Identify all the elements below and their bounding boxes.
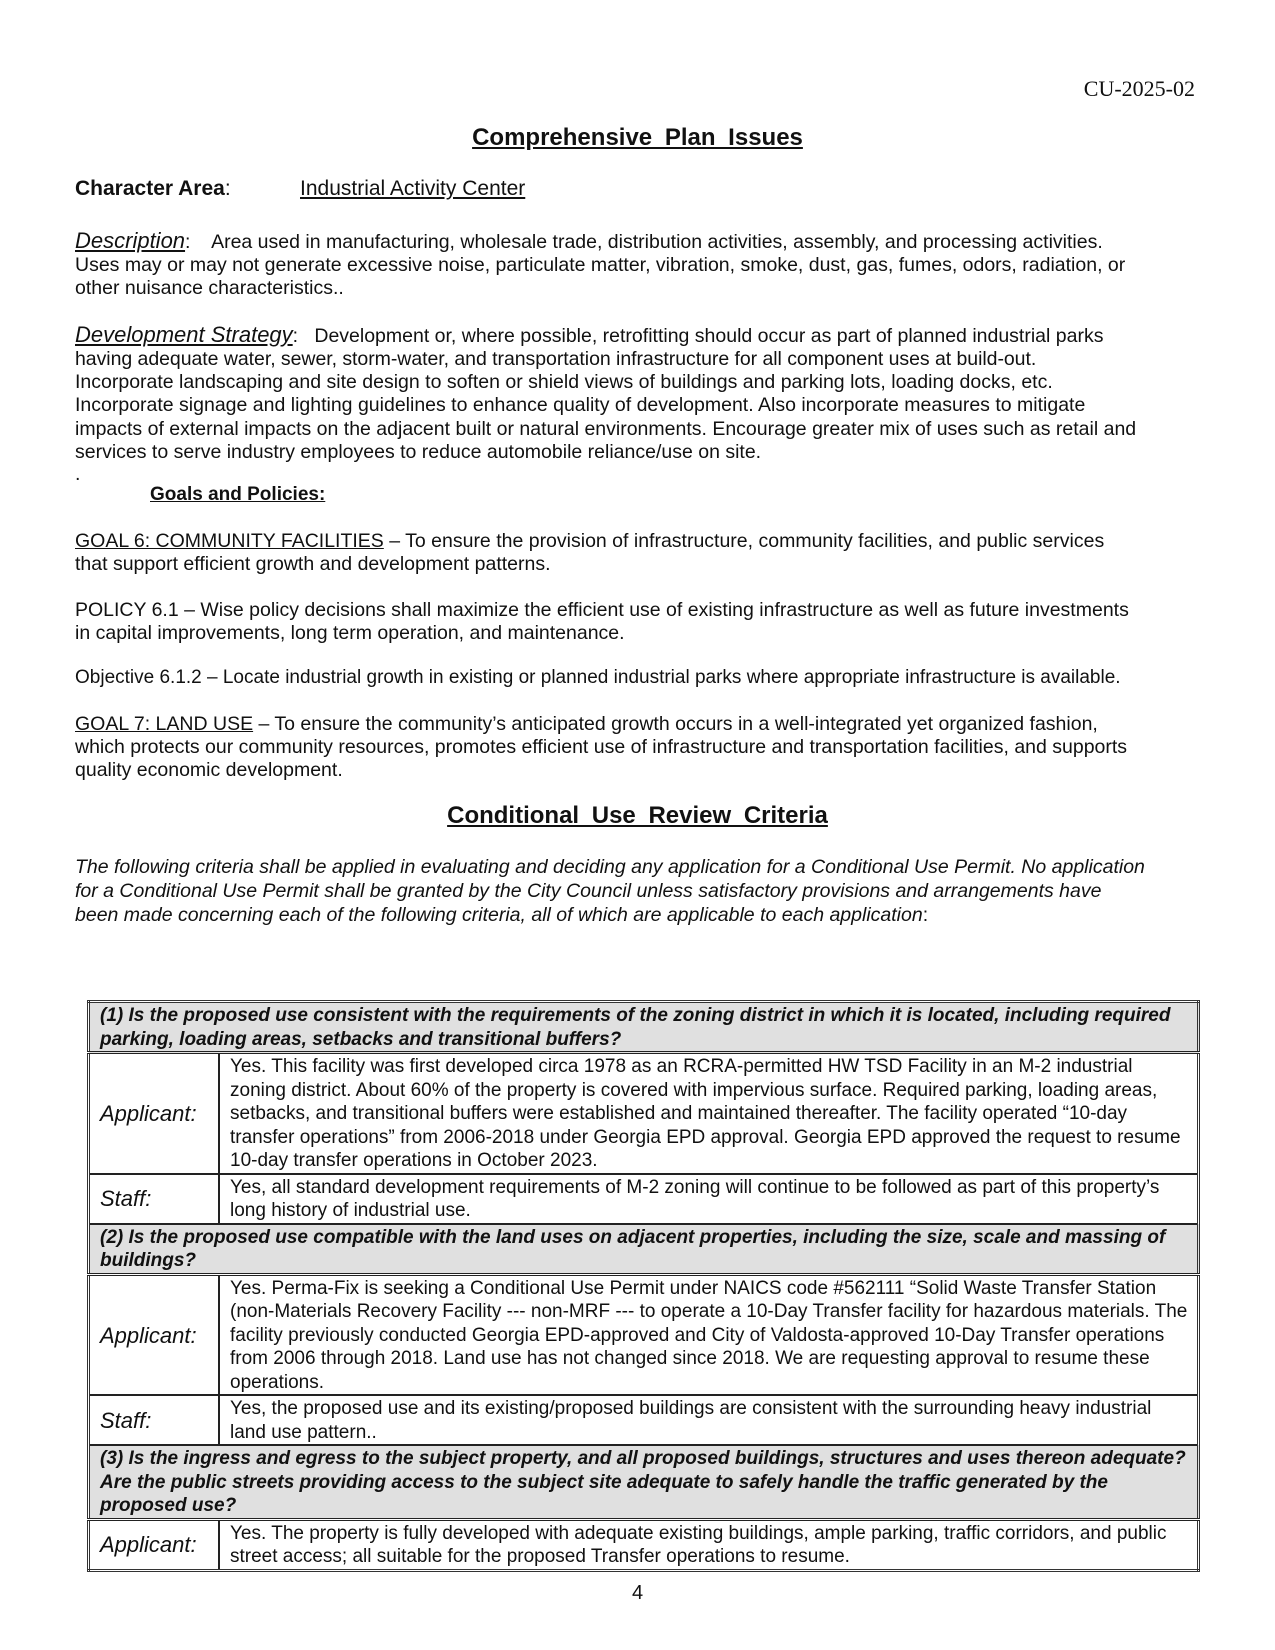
character-area-value: Industrial Activity Center	[300, 177, 526, 200]
character-area-colon: :	[224, 177, 231, 200]
strategy-line-3: Incorporate landscaping and site design to soften or shield views of buildings and parking lots, loading docks, etc.	[75, 371, 1053, 393]
policy61-line-2: in capital improvements, long term operation, and maintenance.	[75, 622, 625, 644]
goal6-label: GOAL 6: COMMUNITY FACILITIES	[75, 530, 384, 552]
criterion-1-applicant-response: Yes. This facility was first developed circa 1978 as an RCRA-permitted HW TSD Facility in an M-2 industrial zoning district. About 60% of the property is covered with impervious surface. Required parking, loading areas, setbacks, and transitional buffers were established and maintained thereafter. The facility operated “10-day transfer operations” from 2006-2018 under Georgia EPD approval. Georgia EPD approved the request to resume 10-day transfer operations in October 2023.	[219, 1053, 1199, 1174]
review-criteria-title: Conditional Use Review Criteria	[447, 802, 828, 829]
criterion-1-staff-response: Yes, all standard development requirements of M-2 zoning will continue to be followed as part of this property’s long history of industrial use.	[219, 1174, 1199, 1224]
strategy-colon: :	[292, 325, 299, 347]
staff-label: Staff:	[89, 1395, 220, 1445]
page-number: 4	[631, 1582, 644, 1604]
strategy-text-1: Development or, where possible, retrofitting should occur as part of planned industrial parks	[314, 325, 1104, 347]
description-line-3: other nuisance characteristics..	[75, 277, 344, 299]
goal6-text-1: – To ensure the provision of infrastructure, community facilities, and public services	[383, 530, 1105, 552]
intro-line-3-text: been made concerning each of the following criteria, all of which are applicable to each application	[75, 904, 923, 926]
criterion-3-applicant-row	[89, 1519, 1199, 1570]
strategy-line-6: services to serve industry employees to reduce automobile reliance/use on site.	[75, 441, 762, 463]
intro-line-1: The following criteria shall be applied in evaluating and deciding any application for a Conditional Use Permit. No application	[75, 856, 1145, 878]
criterion-1-applicant-row	[89, 1053, 1199, 1174]
description-text-1: Area used in manufacturing, wholesale trade, distribution activities, assembly, and processing activities.	[211, 231, 1103, 253]
applicant-label: Applicant:	[89, 1274, 220, 1395]
strategy-line-4: Incorporate signage and lighting guidelines to enhance quality of development. Also incorporate measures to mitigate	[75, 394, 1086, 416]
strategy-label: Development Strategy	[75, 322, 293, 347]
intro-line-2-text: for a Conditional Use Permit shall be granted by the City Council unless satisfactory provisions and arrangements have	[75, 880, 1102, 902]
goal7-text-1: – To ensure the community’s anticipated growth occurs in a well-integrated yet organized fashion,	[253, 713, 1098, 735]
character-area-row	[75, 177, 1200, 201]
description-line-2: Uses may or may not generate excessive noise, particulate matter, vibration, smoke, dust, gas, fumes, odors, radiation, or	[75, 254, 1126, 276]
criterion-2-question-row	[89, 1224, 1199, 1275]
intro-colon: :	[922, 904, 929, 926]
goal7-line-1	[75, 712, 1200, 736]
strategy-line-1	[75, 323, 1200, 348]
stray-period: .	[75, 463, 81, 485]
description-colon: :	[185, 231, 191, 253]
strategy-line-5: impacts of external impacts on the adjacent built or natural environments. Encourage greater mix of uses such as retail and	[75, 418, 1137, 440]
criterion-2-staff-row	[89, 1395, 1199, 1445]
objective-612: Objective 6.1.2 – Locate industrial growth in existing or planned industrial parks where appropriate infrastructure is available.	[75, 667, 1121, 688]
intro-line-2	[75, 879, 1200, 903]
description-line-1	[75, 229, 1200, 254]
criterion-2-applicant-row	[89, 1274, 1199, 1395]
criterion-2-question: (2) Is the proposed use compatible with the land uses on adjacent properties, including the size, scale and massing of buildings?	[89, 1224, 1199, 1275]
staff-label: Staff:	[89, 1174, 220, 1224]
criterion-2-staff-response: Yes, the proposed use and its existing/proposed buildings are consistent with the surrounding heavy industrial land use pattern..	[219, 1395, 1199, 1445]
criteria-table	[87, 1000, 1200, 1572]
description-label: Description	[75, 228, 186, 253]
criterion-1-staff-row	[89, 1174, 1199, 1224]
strategy-line-2: having adequate water, sewer, storm-water, and transportation infrastructure for all component uses at build-out.	[75, 348, 1037, 370]
goal7-line-2: which protects our community resources, promotes efficient use of infrastructure and transportation facilities, and supports	[75, 736, 1128, 758]
goal7-label: GOAL 7: LAND USE	[75, 713, 254, 735]
criterion-1-question: (1) Is the proposed use consistent with the requirements of the zoning district in which it is located, including required parking, loading areas, setbacks and transitional buffers?	[89, 1002, 1199, 1053]
policy61-line-1: POLICY 6.1 – Wise policy decisions shall maximize the efficient use of existing infrastructure as well as future investments	[75, 599, 1129, 621]
goal7-line-3: quality economic development.	[75, 759, 343, 781]
goal6-line-2: that support efficient growth and development patterns.	[75, 553, 551, 575]
criterion-2-applicant-response: Yes. Perma-Fix is seeking a Conditional Use Permit under NAICS code #562111 “Solid Waste Transfer Station (non-Materials Recovery Facility --- non-MRF --- to operate a 10-Day Transfer facility for hazardous materials. The facility previously conducted Georgia EPD-approved and City of Valdosta-approved 10-Day Transfer operations from 2006 through 2018. Land use has not changed since 2018. We are requesting approval to resume these operations.	[219, 1274, 1199, 1395]
applicant-label: Applicant:	[89, 1519, 220, 1570]
character-area-label: Character Area	[75, 177, 225, 200]
goal6-line-1	[75, 529, 1200, 553]
goals-policies-heading: Goals and Policies:	[150, 484, 326, 505]
case-number: CU-2025-02	[1083, 76, 1195, 101]
applicant-label: Applicant:	[89, 1053, 220, 1174]
criterion-1-question-row	[89, 1002, 1199, 1053]
criterion-3-question: (3) Is the ingress and egress to the subject property, and all proposed buildings, structures and uses thereon adequate? Are the public streets providing access to the subject site adequate to safely handle the traffic generated by the proposed use?	[89, 1445, 1199, 1519]
criterion-3-applicant-response: Yes. The property is fully developed with adequate existing buildings, ample parking, traffic corridors, and public street access; all suitable for the proposed Transfer operations to resume.	[219, 1519, 1199, 1570]
intro-line-3	[75, 903, 1200, 927]
comprehensive-plan-title: Comprehensive Plan Issues	[472, 124, 803, 151]
criterion-3-question-row	[89, 1445, 1199, 1519]
